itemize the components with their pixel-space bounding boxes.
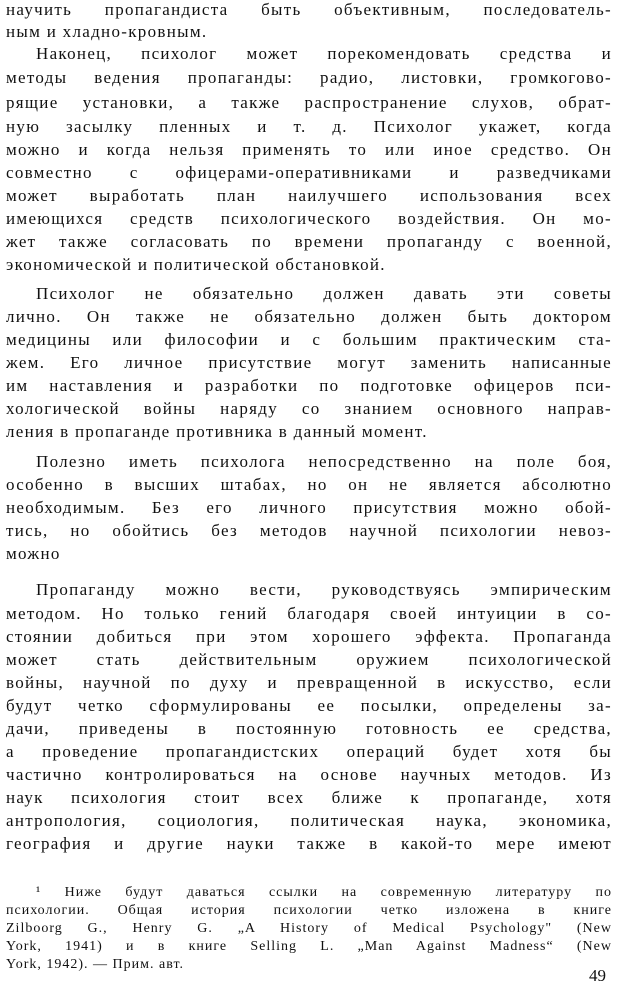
text-line: тись, но обойтись без методов научной психологии невоз- — [6, 521, 612, 540]
page-number: 49 — [589, 966, 606, 985]
text-line: методом. Но только гений благодаря своей интуиции в со- — [6, 604, 612, 623]
text-line: им наставления и разработки по подготовке офицеров пси- — [6, 376, 612, 395]
text-line: рящие установки, а также распространение слухов, обрат- — [6, 93, 612, 112]
text-line: совместно с офицерами-оперативниками и разведчиками — [6, 163, 612, 182]
footnote-line: ¹ Ниже будут даваться ссылки на современную литературу по — [36, 885, 612, 900]
footnote-line: психологии. Общая история психологии четко изложена в книге — [6, 903, 612, 918]
footnote-line: York, 1941) и в книге Selling L. „Man Against Madness“ (New — [6, 939, 612, 954]
text-line: может выработать план наилучшего использования всех — [6, 186, 612, 205]
text-line: лично. Он также не обязательно должен быть доктором — [6, 307, 612, 326]
text-line: Психолог не обязательно должен давать эти советы — [36, 284, 612, 303]
text-line: а проведение пропагандистских операций будет хотя бы — [6, 742, 612, 761]
text-line: войны, научной по духу и превращенной в искусство, если — [6, 673, 612, 692]
text-line: жет также согласовать по времени пропаганду с военной, — [6, 232, 612, 251]
text-line: будут четко сформулированы ее посылки, определены за- — [6, 696, 612, 715]
text-line: хологической войны наряду со знанием основного направ- — [6, 399, 612, 418]
text-line: может стать действительным оружием психологической — [6, 650, 612, 669]
text-line: Наконец, психолог может порекомендовать средства и — [36, 44, 612, 63]
text-line: Пропаганду можно вести, руководствуясь эмпирическим — [36, 580, 612, 599]
text-line: экономической и политической обстановкой. — [6, 255, 386, 274]
text-line: необходимым. Без его личного присутствия можно обой- — [6, 498, 612, 517]
text-line: ления в пропаганде противника в данный момент. — [6, 422, 428, 441]
footnote-line: York, 1942). — Прим. авт. — [6, 957, 185, 972]
footnote-line: Zilboorg G., Henry G. „A History of Medical Psychology" (New — [6, 921, 612, 936]
text-line: имеющихся средств психологического воздействия. Он мо- — [6, 209, 612, 228]
text-line: можно — [6, 544, 61, 563]
text-line: методы ведения пропаганды: радио, листовки, громкогово- — [6, 68, 612, 87]
text-line: можно и когда нельзя применять то или иное средство. Он — [6, 140, 612, 159]
text-line: география и другие науки также в какой-то мере имеют — [6, 834, 612, 853]
text-line: Полезно иметь психолога непосредственно на поле боя, — [36, 452, 612, 471]
text-line: наук психология стоит всех ближе к пропаганде, хотя — [6, 788, 612, 807]
text-line: особенно в высших штабах, но он не является абсолютно — [6, 475, 612, 494]
text-line: антропология, социология, политическая наука, экономика, — [6, 811, 612, 830]
text-line: ным и хладно-кровным. — [6, 22, 208, 41]
text-line: научить пропагандиста быть объективным, последователь- — [6, 0, 612, 19]
text-line: стоянии добиться при этом хорошего эффекта. Пропаганда — [6, 627, 612, 646]
text-line: частично контролироваться на основе научных методов. Из — [6, 765, 612, 784]
text-line: жем. Его личное присутствие могут заменить написанные — [6, 353, 612, 372]
text-line: ную засылку пленных и т. д. Психолог укажет, когда — [6, 117, 612, 136]
text-line: дачи, приведены в постоянную готовность ее средства, — [6, 719, 612, 738]
text-line: медицины или философии и с большим практическим ста- — [6, 330, 612, 349]
